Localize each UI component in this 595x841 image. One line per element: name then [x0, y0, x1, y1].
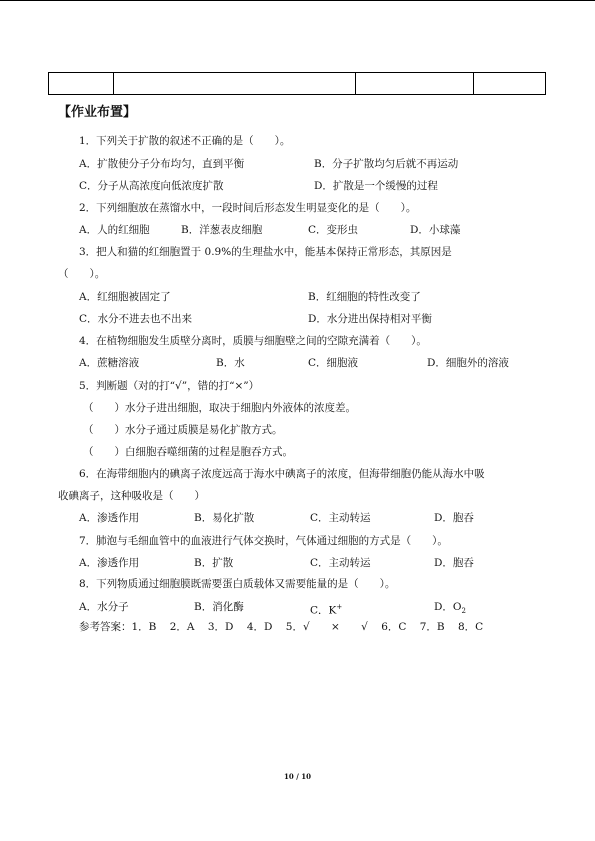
- table-cell: [114, 73, 356, 95]
- question-2-option-b: B．洋葱表皮细胞: [181, 224, 263, 236]
- judgement-statement: （ ）白细胞吞噬细菌的过程是胞吞方式。: [83, 446, 293, 458]
- superscript-plus: +: [336, 603, 343, 611]
- answer-item: 参考答案：1．B: [79, 621, 157, 633]
- question-7-option-a: A．渗透作用: [79, 557, 140, 569]
- question-4-option-a: A．蔗糖溶液: [79, 357, 140, 369]
- question-8-option-c: [310, 600, 342, 618]
- section-heading: 【作业布置】: [58, 105, 137, 120]
- judgement-statement: （ ）水分子进出细胞，取决于细胞内外液体的浓度差。: [83, 402, 356, 414]
- page-number: 10 / 10: [284, 772, 311, 781]
- question-7-option-b: B．扩散: [194, 557, 234, 569]
- answer-item: 8．C: [458, 621, 484, 633]
- judgement-statement: （ ）水分子通过质膜是易化扩散方式。: [83, 424, 283, 436]
- question-6-option-d: D．胞吞: [434, 512, 474, 524]
- header-table: [48, 72, 546, 95]
- table-cell: [356, 73, 474, 95]
- question-8-option-a: A．水分子: [79, 601, 129, 613]
- question-6-stem: 6．在海带细胞内的碘离子浓度远高于海水中碘离子的浓度，但海带细胞仍能从海水中吸: [79, 468, 485, 480]
- question-7-stem: 7．肺泡与毛细血管中的血液进行气体交换时，气体通过细胞的方式是（ ）。: [79, 535, 448, 547]
- question-6-option-a: A．渗透作用: [79, 512, 140, 524]
- table-row: [49, 73, 546, 95]
- question-4-option-d: D．细胞外的溶液: [427, 357, 509, 369]
- answer-item: 2．A: [169, 621, 195, 633]
- question-6-option-c: C．主动转运: [310, 512, 371, 524]
- table-cell: [49, 73, 114, 95]
- subscript-2: 2: [461, 607, 466, 616]
- question-2-stem: 2．下列细胞放在蒸馏水中，一段时间后形态发生明显变化的是（ ）。: [79, 202, 417, 214]
- option-c-text: C．K: [310, 604, 337, 617]
- page-top-rule: [0, 0, 595, 1]
- question-3-stem-continued: （ ）。: [58, 268, 106, 280]
- question-2-option-d: D．小球藻: [410, 224, 461, 236]
- question-5-stem: 5．判断题（对的打“√”，错的打“×”）: [79, 380, 260, 392]
- answer-item: 6．C: [381, 621, 407, 633]
- answer-item: 7．B: [419, 621, 445, 633]
- answer-item: 5．√: [285, 621, 310, 633]
- answer-item: ×: [330, 621, 340, 633]
- question-6-option-b: B．易化扩散: [194, 512, 255, 524]
- question-1-option-c: C．分子从高浓度向低浓度扩散: [79, 180, 224, 192]
- question-7-option-d: D．胞吞: [434, 557, 474, 569]
- question-3-stem: 3．把人和猫的红细胞置于 0.9%的生理盐水中，能基本保持正常形态，其原因是: [79, 246, 452, 258]
- question-2-option-c: C．变形虫: [308, 224, 359, 236]
- question-8-option-d: [434, 600, 466, 618]
- question-1-option-d: D．扩散是一个缓慢的过程: [314, 180, 438, 192]
- answer-item: 3．D: [207, 621, 234, 633]
- question-3-option-c: C．水分不进去也不出来: [79, 313, 193, 325]
- question-6-stem-continued: 收碘离子，这种吸收是（ ）: [58, 490, 205, 502]
- answer-key: [79, 619, 493, 634]
- question-8-option-b: B．消化酶: [194, 601, 244, 613]
- answer-item: 4．D: [246, 621, 273, 633]
- question-1-stem: 1．下列关于扩散的叙述不正确的是（ ）。: [79, 135, 291, 147]
- answer-item: √: [361, 621, 368, 633]
- question-4-option-b: B．水: [216, 357, 245, 369]
- question-3-option-b: B．红细胞的特性改变了: [308, 291, 421, 303]
- question-3-option-d: D．水分进出保持相对平衡: [308, 313, 432, 325]
- question-7-option-c: C．主动转运: [310, 557, 371, 569]
- question-8-stem: 8．下列物质通过细胞膜既需要蛋白质载体又需要能量的是（ ）。: [79, 578, 396, 590]
- question-4-option-c: C．细胞液: [308, 357, 359, 369]
- question-3-option-a: A．红细胞被固定了: [79, 291, 171, 303]
- table-cell: [474, 73, 546, 95]
- question-2-option-a: A．人的红细胞: [79, 224, 150, 236]
- question-1-option-a: A．扩散使分子分布均匀，直到平衡: [79, 158, 245, 170]
- option-d-text: D．O: [434, 601, 462, 613]
- question-1-option-b: B．分子扩散均匀后就不再运动: [314, 158, 459, 170]
- question-4-stem: 4．在植物细胞发生质壁分离时，质膜与细胞壁之间的空隙充满着（ ）。: [79, 335, 427, 347]
